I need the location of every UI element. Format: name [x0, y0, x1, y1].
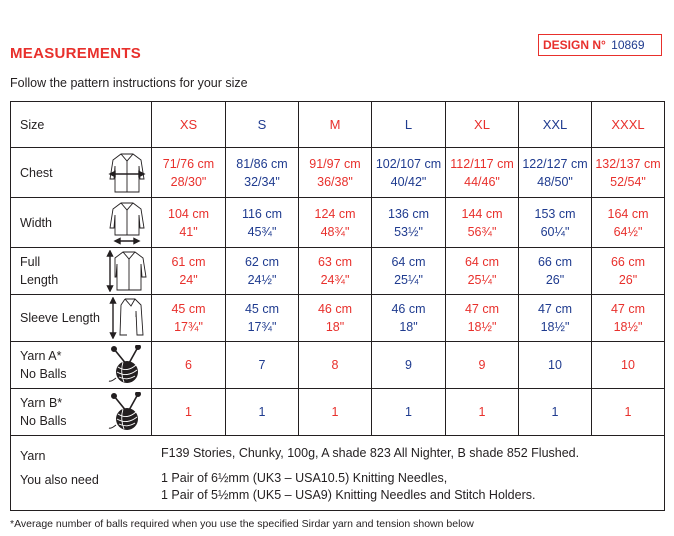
length-cm: 62 cm [244, 255, 280, 269]
sleeve-cm: 47 cm [537, 302, 573, 316]
footnote: *Average number of balls required when you use the specified Sirdar yarn and tension shown below [10, 518, 474, 530]
sleeve-xs [152, 295, 226, 342]
width-in: 45¾" [247, 224, 277, 239]
chest-row [11, 148, 665, 198]
yarn-ball-icon [103, 342, 152, 389]
length-cm: 61 cm [171, 255, 206, 269]
sleeve-in: 18½" [613, 320, 643, 334]
yarn-a-xs: 6 [152, 342, 226, 389]
yarn-a-row [11, 342, 665, 389]
length-m [299, 248, 372, 295]
design-label: DESIGN N° [543, 38, 606, 52]
chest-cm: 112/117 cm [450, 156, 514, 171]
subtitle: Follow the pattern instructions for your size [10, 76, 248, 90]
yarn-b-m: 1 [299, 389, 372, 436]
width-m [299, 198, 372, 248]
needles-line-1: 1 Pair of 6½mm (UK3 – USA10.5) Knitting Needles, [161, 471, 448, 485]
yarn-b-l: 1 [372, 389, 446, 436]
sleeve-m [299, 295, 372, 342]
length-in: 25¼" [467, 273, 497, 287]
sleeve-label: Sleeve Length [11, 295, 103, 342]
width-cm: 104 cm [168, 206, 209, 221]
length-cm: 64 cm [391, 255, 426, 269]
width-in: 60¼" [540, 224, 570, 239]
chest-in: 40/42" [390, 174, 427, 189]
sleeve-in: 18½" [540, 320, 570, 334]
chest-in: 44/46" [464, 174, 500, 189]
yarn-ball-icon [103, 389, 152, 436]
sleeve-xl [446, 295, 519, 342]
yarn-a-label-line1: Yarn A* [20, 349, 62, 363]
length-xl [446, 248, 519, 295]
yarn-b-s: 1 [226, 389, 299, 436]
sleeve-cm: 45 cm [171, 302, 206, 316]
length-xxxl [592, 248, 665, 295]
chest-in: 36/38" [317, 174, 353, 189]
length-xs [152, 248, 226, 295]
width-in: 64½" [613, 224, 643, 239]
width-cm: 153 cm [534, 206, 576, 221]
sleeve-in: 17¾" [247, 320, 277, 334]
size-l: L [372, 102, 446, 148]
chest-cm: 91/97 cm [309, 156, 361, 171]
size-xxxl: XXXL [592, 102, 665, 148]
needles-line-2: 1 Pair of 5½mm (UK5 – USA9) Knitting Needles and Stitch Holders. [161, 488, 536, 502]
sleeve-cm: 46 cm [317, 302, 353, 316]
length-l [372, 248, 446, 295]
chest-cm: 71/76 cm [162, 156, 215, 171]
chest-in: 52/54" [610, 174, 646, 189]
chest-cm: 122/127 cm [522, 156, 588, 171]
yarn-a-xl: 9 [446, 342, 519, 389]
length-cm: 63 cm [317, 255, 353, 269]
chest-m [299, 148, 372, 198]
yarn-a-s: 7 [226, 342, 299, 389]
sleeve-in: 18" [399, 320, 418, 334]
yarn-b-xs: 1 [152, 389, 226, 436]
width-in: 53½" [394, 224, 423, 239]
width-s [226, 198, 299, 248]
yarn-a-l: 9 [372, 342, 446, 389]
chest-in: 32/34" [244, 174, 280, 189]
size-s: S [226, 102, 299, 148]
chest-label: Chest [11, 148, 103, 198]
length-cm: 64 cm [464, 255, 500, 269]
chest-s [226, 148, 299, 198]
width-xxxl [592, 198, 665, 248]
width-cm: 136 cm [388, 206, 429, 221]
length-in: 24¾" [320, 273, 350, 287]
cardigan-chest-icon [103, 148, 152, 198]
chest-xxxl [592, 148, 665, 198]
size-m: M [299, 102, 372, 148]
chest-in: 48/50" [537, 174, 573, 189]
size-icon-cell [103, 102, 152, 148]
chest-cm: 132/137 cm [595, 156, 661, 171]
yarn-b-xxl: 1 [519, 389, 592, 436]
width-cm: 124 cm [314, 206, 356, 221]
width-in: 48¾" [320, 224, 350, 239]
sleeve-cm: 46 cm [391, 302, 426, 316]
yarn-a-label-line2: No Balls [20, 367, 67, 381]
width-label: Width [11, 198, 103, 248]
cardigan-width-icon [103, 198, 152, 248]
yarn-a-xxxl: 10 [592, 342, 665, 389]
page-title: MEASUREMENTS [10, 45, 142, 62]
sleeve-s [226, 295, 299, 342]
length-cm: 66 cm [537, 255, 573, 269]
length-in: 26" [618, 273, 638, 287]
yarn-b-xxxl: 1 [592, 389, 665, 436]
chest-in: 28/30" [170, 174, 207, 189]
design-number: 10869 [611, 38, 645, 52]
length-in: 24" [179, 273, 198, 287]
width-l [372, 198, 446, 248]
chest-xxl [519, 148, 592, 198]
sleeve-in: 18" [325, 320, 345, 334]
sleeve-cm: 47 cm [464, 302, 500, 316]
chest-cm: 81/86 cm [236, 156, 288, 171]
sleeve-cm: 47 cm [610, 302, 646, 316]
length-label-line1: Full [20, 255, 41, 269]
measurements-table [10, 101, 665, 511]
sleeve-in: 18½" [467, 320, 497, 334]
yarn-b-label-line1: Yarn B* [20, 396, 63, 410]
yarn-b-row [11, 389, 665, 436]
size-xxl: XXL [519, 102, 592, 148]
width-row [11, 198, 665, 248]
chest-l [372, 148, 446, 198]
length-in: 26" [545, 273, 565, 287]
width-xxl [519, 198, 592, 248]
yarn-a-m: 8 [299, 342, 372, 389]
chest-cm: 102/107 cm [375, 156, 442, 171]
yarn-b-label [11, 389, 103, 436]
yarn-a-label [11, 342, 103, 389]
width-xs [152, 198, 226, 248]
you-also-need-label: You also need [20, 473, 99, 487]
width-cm: 116 cm [241, 206, 283, 221]
yarn-b-xl: 1 [446, 389, 519, 436]
length-label-line2: Length [20, 273, 59, 287]
size-xl: XL [446, 102, 519, 148]
yarn-label: Yarn [20, 449, 46, 463]
length-row [11, 248, 665, 295]
yarn-b-label-line2: No Balls [20, 414, 67, 428]
yarn-a-xxl: 10 [519, 342, 592, 389]
width-in: 56¾" [467, 224, 497, 239]
length-label [11, 248, 103, 295]
sleeve-xxxl [592, 295, 665, 342]
length-cm: 66 cm [610, 255, 646, 269]
size-label: Size [11, 102, 103, 148]
sleeve-cm: 45 cm [244, 302, 280, 316]
length-in: 24½" [247, 273, 277, 287]
cardigan-length-icon [103, 248, 152, 295]
sleeve-row [11, 295, 665, 342]
sleeve-xxl [519, 295, 592, 342]
width-cm: 144 cm [461, 206, 503, 221]
chest-xl [446, 148, 519, 198]
yarn-info-cell [11, 436, 665, 511]
sleeve-l [372, 295, 446, 342]
chest-xs [152, 148, 226, 198]
width-xl [446, 198, 519, 248]
length-xxl [519, 248, 592, 295]
width-in: 41" [179, 224, 198, 239]
size-xs: XS [152, 102, 226, 148]
design-number-box [538, 34, 662, 56]
length-in: 25¼" [394, 273, 423, 287]
length-s [226, 248, 299, 295]
yarn-info-row [11, 436, 665, 511]
sleeve-length-icon [103, 295, 152, 342]
width-cm: 164 cm [607, 206, 649, 221]
sleeve-in: 17¾" [174, 320, 203, 334]
yarn-description: F139 Stories, Chunky, 100g, A shade 823 All Nighter, B shade 852 Flushed. [161, 446, 580, 460]
size-row [11, 102, 665, 148]
